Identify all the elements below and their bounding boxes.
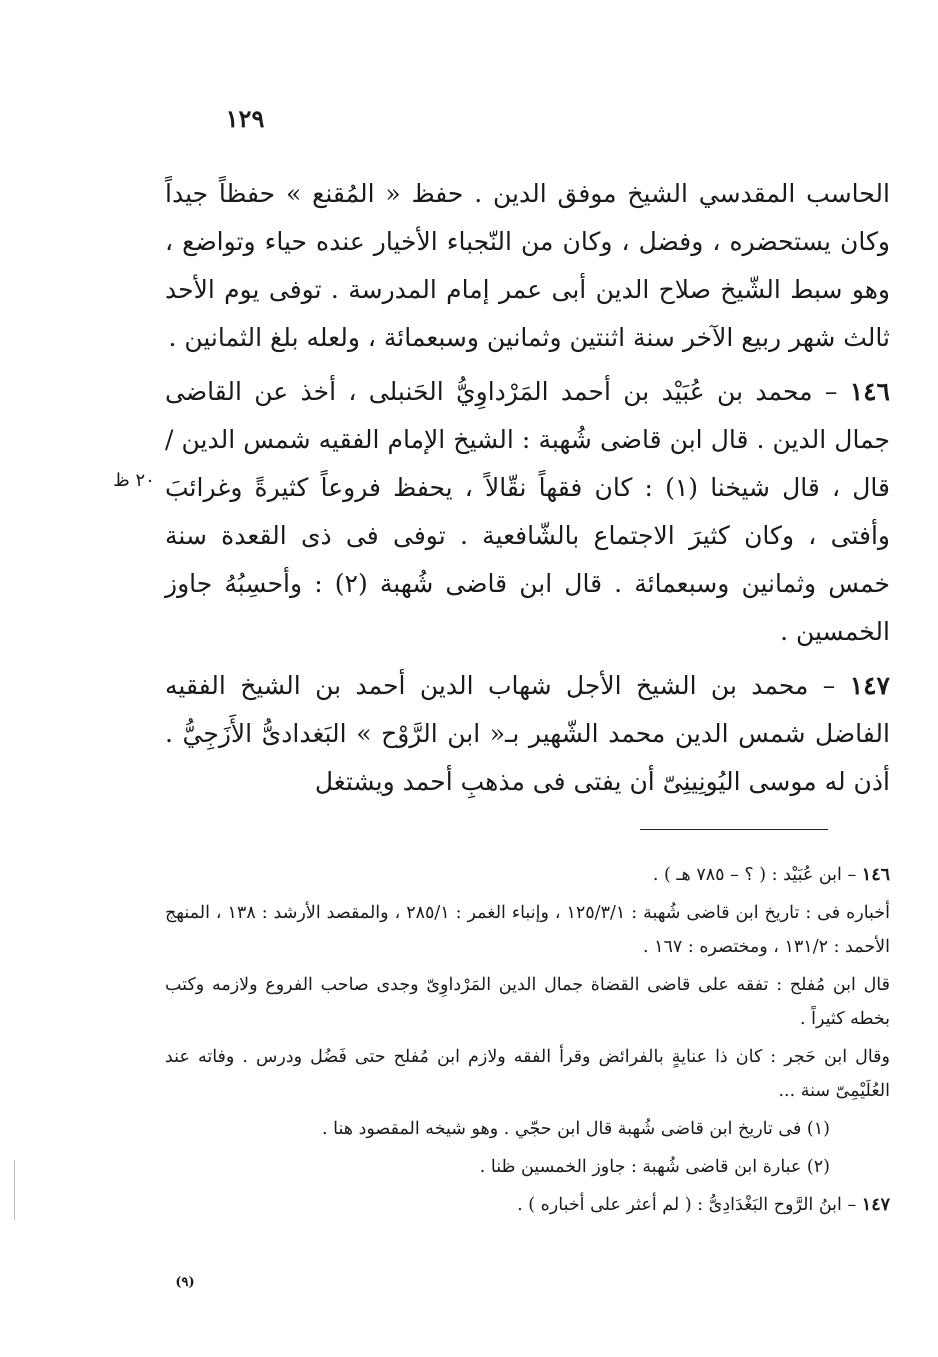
scan-speck	[14, 1160, 15, 1220]
page-number: ١٢٩	[225, 104, 265, 133]
entry-146-text: – محمد بن عُبَيْد بن أحمد المَرْداوِيُّ الحَنبلى ، أخذ عن القاضى جمال الدين . قال ابن قاضى شُهبة : الشيخ الإمام الفقيه شمس الدين / قال ، قال شيخنا (١) : كان فقهاً نقّالاً ، يحفظ فروعاً كثيرةً وغرائبَ وأفتى ، وكان كثيرَ الاجتماع بالشّافعية . توفى فى ذى القعدة سنة خمس وثمانين وسبعمائة . قال ابن قاضى شُهبة (٢) : وأحسِبُهُ جاوز الخمسين .	[165, 377, 890, 646]
entry-147-text: – محمد بن الشيخ الأجل شهاب الدين أحمد بن الشيخ الفقيه الفاضل شمس الدين محمد الشّهير بـ« ابن الرَّوْح » البَغدادىُّ الأَزَجِيُّ . أذن له موسى اليُونِينِىّ أن يفتى فى مذهبِ أحمد ويشتغل	[165, 671, 890, 796]
main-text	[165, 170, 890, 812]
footnote-146-sources: أخباره فى : تاريخ ابن قاضى شُهبة : ١٢٥/٣/١ ، وإنباء الغمر : ٢٨٥/١ ، والمقصد الأرشد : ١٣٨ ، المنهج الأحمد : ١٣١/٢ ، ومختصره : ١٦٧ .	[165, 903, 890, 957]
footnote-separator	[640, 829, 828, 830]
entry-146	[165, 368, 890, 656]
reference-note-1: (١) فى تاريخ ابن قاضى شُهبة قال ابن حجّي . وهو شيخه المقصود هنا .	[322, 1119, 830, 1139]
entry-147	[165, 662, 890, 806]
printer-signature-mark: (٩)	[175, 1275, 195, 1290]
footnote-147-number: ١٤٧	[861, 1195, 890, 1215]
entry-147-number: ١٤٧	[849, 671, 890, 700]
reference-note-2: (٢) عبارة ابن قاضى شُهبة : جاوز الخمسين ظنا .	[479, 1157, 830, 1177]
manuscript-folio-note: ٢٠ ظ	[113, 470, 155, 491]
footnote-146-ibn-mufleh: قال ابن مُفلح : تفقه على قاضى القضاة جمال الدين المَرْداوِىّ وجدى صاحب الفروع ولازمه وكتب بخطه كثيراً .	[165, 975, 890, 1029]
footnote-146-title: – ابن عُبَيْد : ( ؟ – ٧٨٥ هـ ) .	[652, 865, 862, 885]
footnote-147-title: – ابنُ الرَّوح البَغْدَادِىُّ : ( لم أعثر على أخباره ) .	[517, 1195, 862, 1215]
footnote-147-heading	[165, 1188, 890, 1222]
footnote-146-number: ١٤٦	[861, 865, 890, 885]
footnote-146-heading	[165, 858, 890, 892]
paragraph-continuation: الحاسب المقدسي الشيخ موفق الدين . حفظ « المُقنع » حفظاً جيداً وكان يستحضره ، وفضل ، وكان من النّجباء الأخيار عنده حياء وتواضع ، وهو سبط الشّيخ صلاح الدين أبى عمر إمام المدرسة . توفى يوم الأحد ثالث شهر ربيع الآخر سنة اثنتين وثمانين وسبعمائة ، ولعله بلغ الثمانين .	[165, 179, 890, 352]
footnotes	[165, 858, 890, 1226]
entry-146-number: ١٤٦	[849, 377, 890, 406]
footnote-146-ibn-hajar: وقال ابن حَجر : كان ذا عنايةٍ بالفرائض وقرأ الفقه ولازم ابن مُفلح حتى فَضُل ودرس . وفاته عند العُلَيْمِىّ سنة ...	[165, 1047, 890, 1101]
